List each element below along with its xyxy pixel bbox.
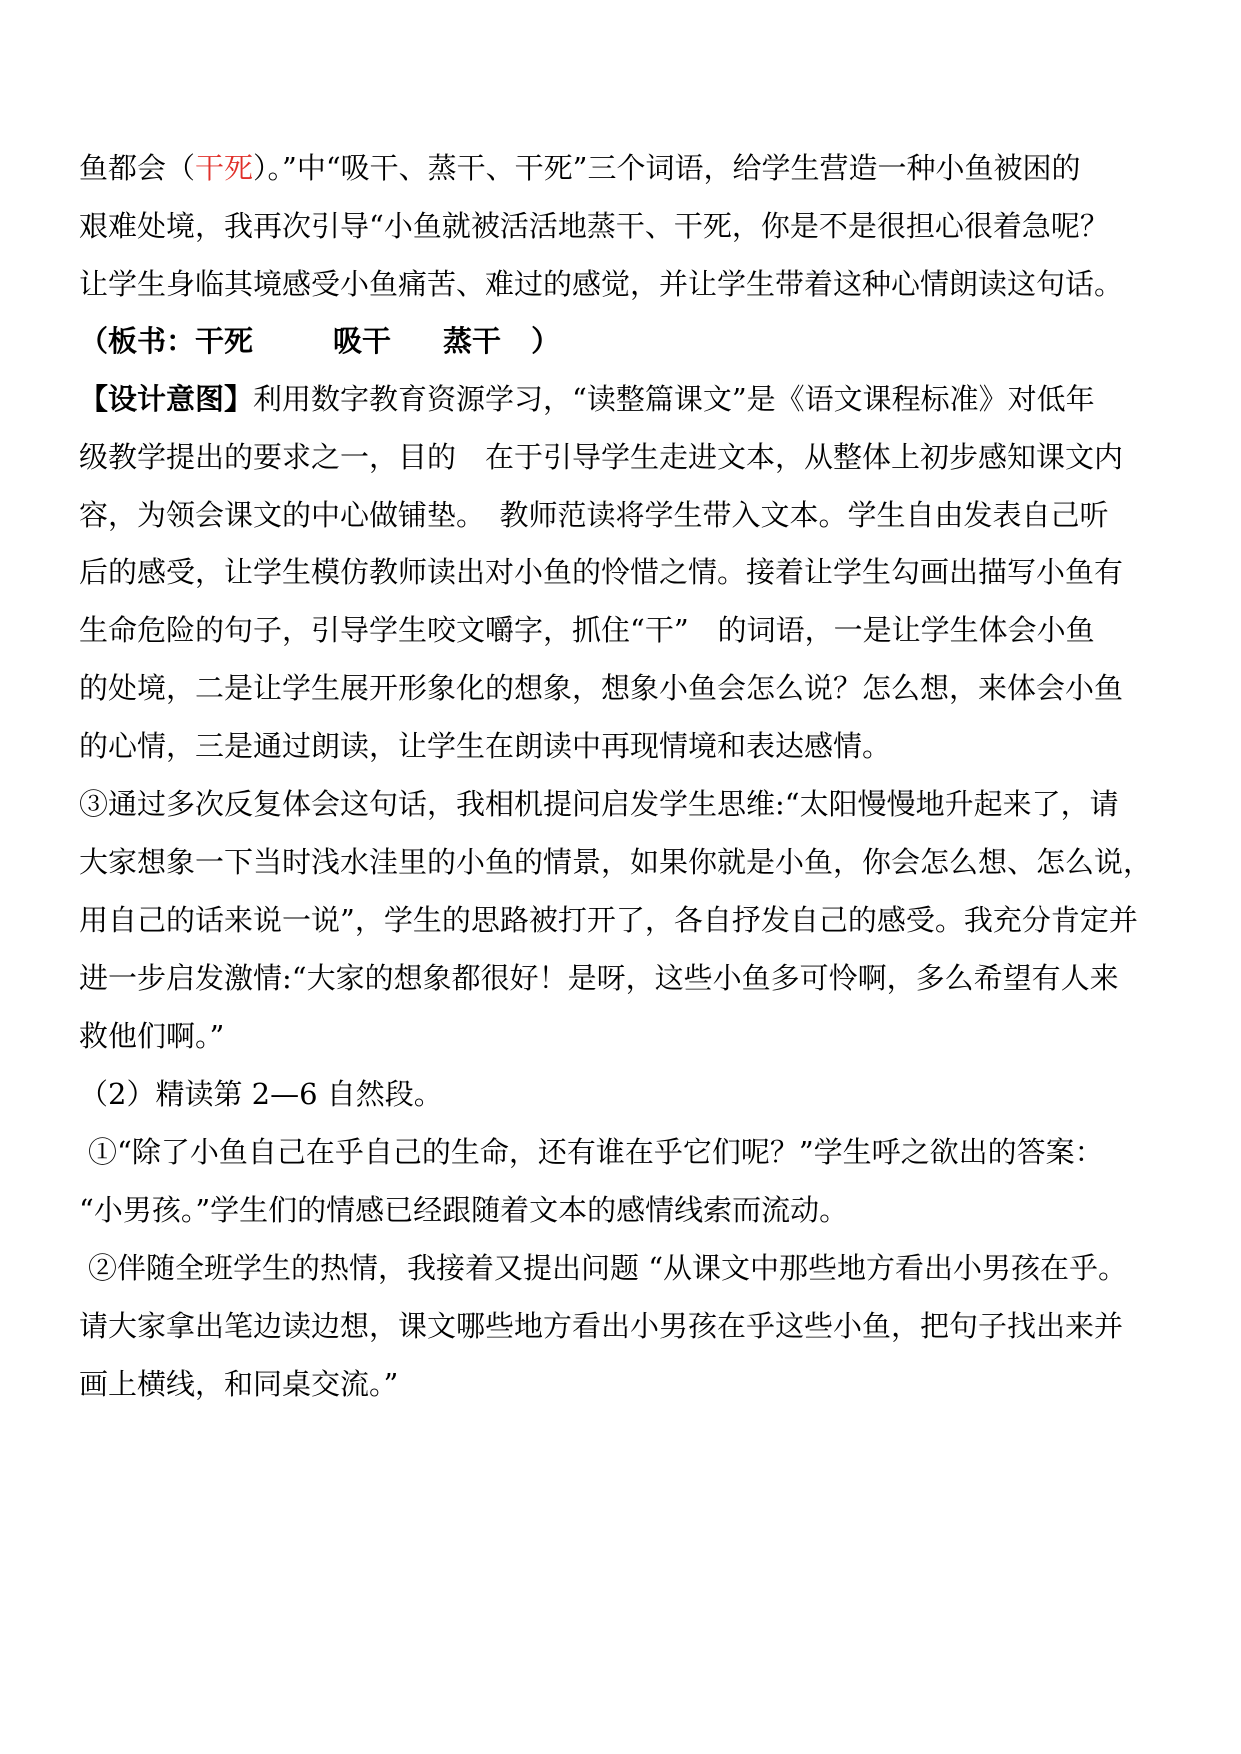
paragraph-line: ②伴随全班学生的热情，我接着又提出问题 “从课文中那些地方看出小男孩在乎。 <box>88 1251 1128 1285</box>
text-segment: 利用数字教育资源学习，“读整篇课文”是《语文课程标准》对低年 <box>253 382 1095 416</box>
paragraph-line <box>79 379 1169 419</box>
paragraph-line: 用自己的话来说一说”，学生的思路被打开了，各自抒发自己的感受。我充分肯定并 <box>79 903 1138 937</box>
paragraph-line: 大家想象一下当时浅水洼里的小鱼的情景，如果你就是小鱼，你会怎么想、怎么说， <box>79 845 1153 879</box>
paragraph-line: “小男孩。”学生们的情感已经跟随着文本的感情线索而流动。 <box>79 1193 849 1227</box>
board-close: ） <box>531 324 561 358</box>
board-open: （板书： <box>79 324 196 358</box>
paragraph-line: 艰难处境，我再次引导“小鱼就被活活地蒸干、干死，你是不是很担心很着急呢？ <box>79 209 1109 243</box>
paragraph-line: 的处境，二是让学生展开形象化的想象，想象小鱼会怎么说？怎么想，来体会小鱼 <box>79 671 1124 705</box>
paragraph-line: ①“除了小鱼自己在乎自己的生命，还有谁在乎它们呢？”学生呼之欲出的答案： <box>88 1135 1104 1169</box>
paragraph-line: 容，为领会课文的中心做铺垫。 教师范读将学生带入文本。学生自由发表自己听 <box>79 498 1109 532</box>
paragraph-line <box>79 148 1169 188</box>
highlighted-word: 干死 <box>195 151 254 185</box>
paragraph-line: 级教学提出的要求之一，目的 在于引导学生走进文本，从整体上初步感知课文内 <box>79 440 1124 474</box>
paragraph-line: 救他们啊。” <box>79 1019 225 1053</box>
board-writing-line <box>79 321 1169 361</box>
paragraph-line: 画上横线，和同桌交流。” <box>79 1367 399 1401</box>
paragraph-line: 进一步启发激情:“大家的想象都很好！是呀，这些小鱼多可怜啊，多么希望有人来 <box>79 961 1119 995</box>
board-word: 吸干 <box>333 324 392 358</box>
board-word: 蒸干 <box>443 324 502 358</box>
board-word: 干死 <box>195 324 254 358</box>
text-segment: 鱼都会（ <box>79 151 196 185</box>
paragraph-line: 生命危险的句子，引导学生咬文嚼字，抓住“干” 的词语，一是让学生体会小鱼 <box>79 613 1095 647</box>
paragraph-line: ③通过多次反复体会这句话，我相机提问启发学生思维:“太阳慢慢地升起来了，请 <box>79 787 1119 821</box>
paragraph-line: 后的感受，让学生模仿教师读出对小鱼的怜惜之情。接着让学生勾画出描写小鱼有 <box>79 555 1124 589</box>
paragraph-line: 让学生身临其境感受小鱼痛苦、难过的感觉，并让学生带着这种心情朗读这句话。 <box>79 267 1124 301</box>
paragraph-line: 的心情，三是通过朗读，让学生在朗读中再现情境和表达感情。 <box>79 729 892 763</box>
design-intent-label: 【设计意图】 <box>79 382 254 416</box>
paragraph-line: 请大家拿出笔边读边想，课文哪些地方看出小男孩在乎这些小鱼，把句子找出来并 <box>79 1309 1124 1343</box>
text-segment: ）。”中“吸干、蒸干、干死”三个词语，给学生营造一种小鱼被困的 <box>253 151 1081 185</box>
section-heading: （2）精读第 2—6 自然段。 <box>79 1077 443 1111</box>
